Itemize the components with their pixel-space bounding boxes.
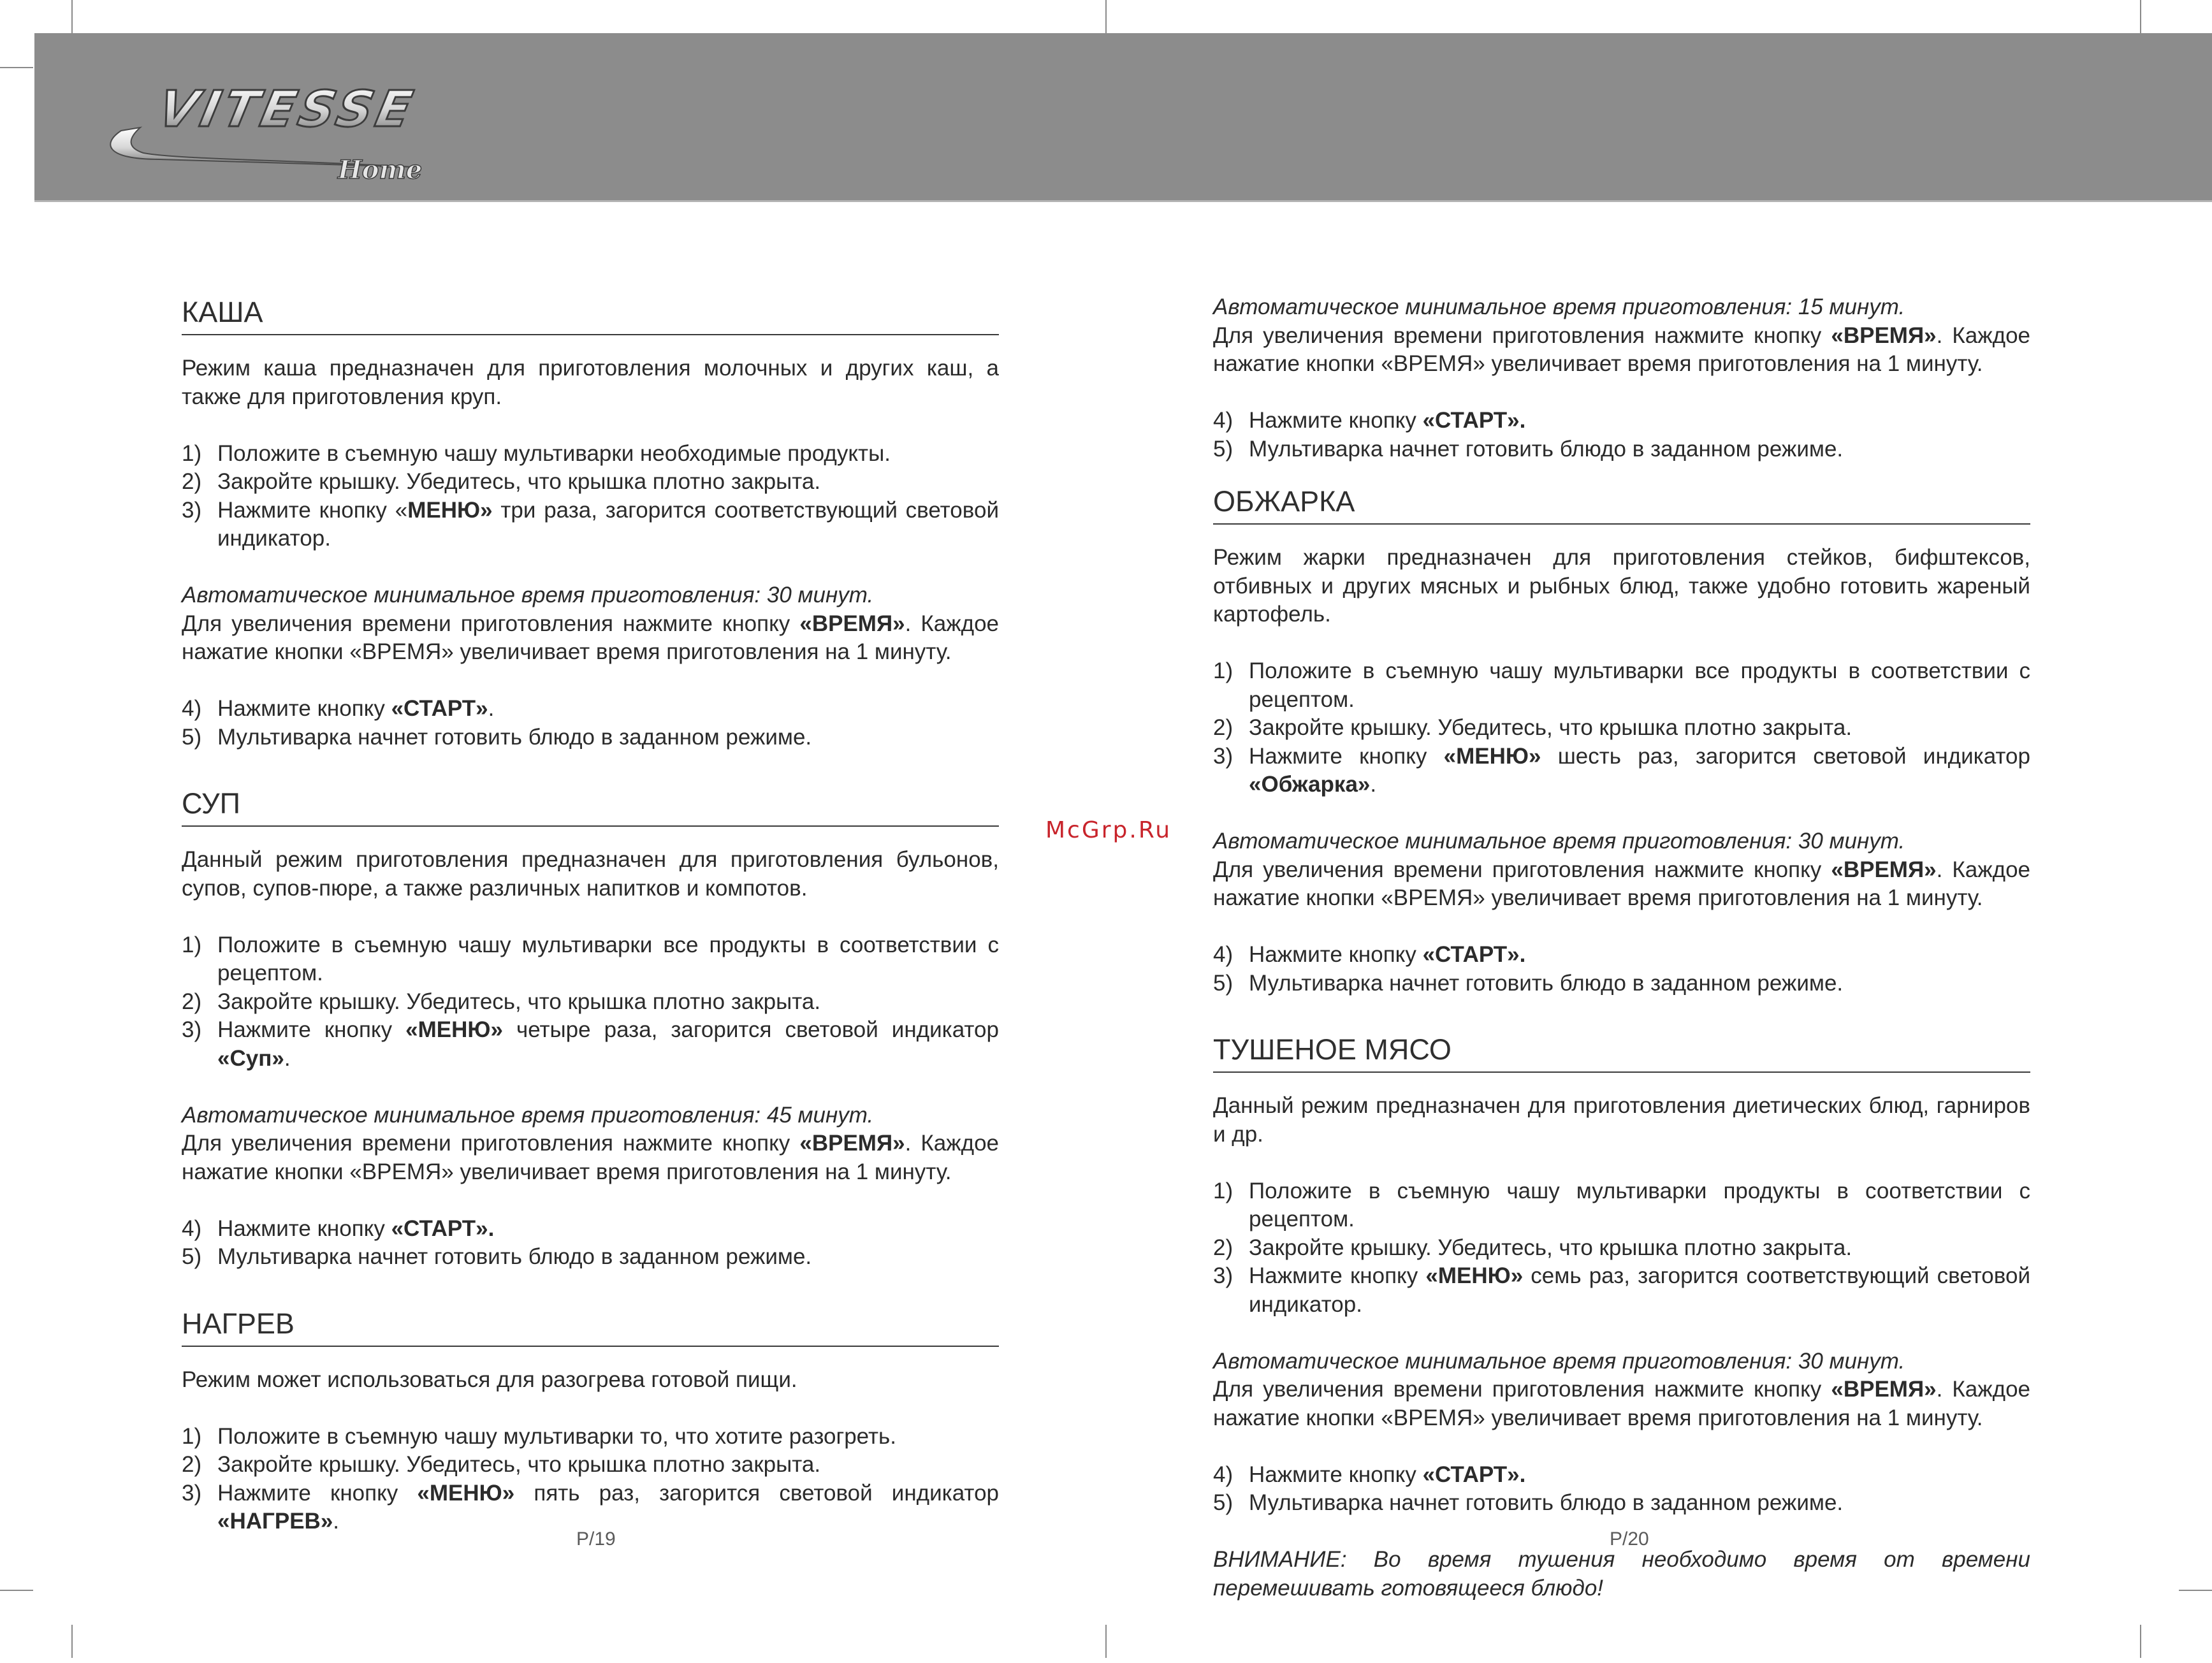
logo-subtext: Home bbox=[338, 155, 423, 185]
section-title: СУП bbox=[182, 785, 999, 827]
steps-list bbox=[182, 440, 999, 553]
list-item: 1) Положите в съемную чашу мультиварки продукты в соответствии с рецептом. bbox=[1213, 1178, 2030, 1231]
steps-list bbox=[1213, 407, 2030, 463]
section-title: КАША bbox=[182, 293, 999, 335]
list-item: 3) Нажмите кнопку «МЕНЮ» четыре раза, загорится световой индикатор «Суп». bbox=[182, 1017, 999, 1071]
list-item: 4) Нажмите кнопку «СТАРТ». bbox=[182, 1216, 495, 1241]
section-title: ТУШЕНОЕ МЯСО bbox=[1213, 1031, 2030, 1073]
steps-list bbox=[1213, 1177, 2030, 1319]
list-item: 3) Нажмите кнопку «МЕНЮ» шесть раз, загорится световой индикатор «Обжарка». bbox=[1213, 743, 2030, 797]
watermark: McGrp.Ru bbox=[1045, 817, 1172, 843]
list-item: 5) Мультиварка начнет готовить блюдо в заданном режиме. bbox=[182, 724, 812, 750]
section-nagrev-continued bbox=[1213, 293, 2030, 463]
list-item: 3) Нажмите кнопку «МЕНЮ» семь раз, загорится соответствующий световой индикатор. bbox=[1213, 1263, 2030, 1317]
section-intro: Данный режим предназначен для приготовления диетических блюд, гарниров и др. bbox=[1213, 1093, 2030, 1147]
crop-mark bbox=[71, 0, 73, 33]
steps-list bbox=[1213, 657, 2030, 799]
time-increase-note: Для увеличения времени приготовления нажмите кнопку «ВРЕМЯ». Каждое нажатие кнопки «ВРЕМЯ» увеличивает время приготовления на 1 минуту. bbox=[1213, 857, 2031, 910]
list-item: 4) Нажмите кнопку «СТАРТ». bbox=[1213, 1462, 1526, 1487]
steps-list bbox=[182, 695, 999, 752]
list-item: 2) Закройте крышку. Убедитесь, что крышка плотно закрыта. bbox=[1213, 1235, 1852, 1260]
list-item: 5) Мультиварка начнет готовить блюдо в заданном режиме. bbox=[1213, 970, 1844, 996]
page-19-column bbox=[182, 293, 999, 1536]
crop-mark bbox=[0, 1590, 33, 1591]
steps-list bbox=[1213, 1461, 2030, 1518]
crop-mark bbox=[2179, 1590, 2212, 1591]
list-item: 4) Нажмите кнопку «СТАРТ». bbox=[1213, 408, 1526, 433]
auto-time-note: Автоматическое минимальное время приготовления: 30 минут. bbox=[1213, 829, 1905, 853]
crop-mark bbox=[2140, 1625, 2141, 1658]
list-item: 2) Закройте крышку. Убедитесь, что крышка плотно закрыта. bbox=[182, 1452, 821, 1477]
crop-mark bbox=[1105, 0, 1107, 33]
auto-time-note: Автоматическое минимальное время приготовления: 45 минут. bbox=[182, 1102, 874, 1128]
page-number: P/19 bbox=[576, 1529, 616, 1550]
list-item: 1) Положите в съемную чашу мультиварки все продукты в соответствии с рецептом. bbox=[182, 932, 999, 985]
crop-mark bbox=[0, 67, 33, 68]
list-item: 5) Мультиварка начнет готовить блюдо в заданном режиме. bbox=[182, 1244, 812, 1269]
vitesse-logo bbox=[83, 64, 440, 191]
page-number: P/20 bbox=[1610, 1529, 1649, 1550]
list-item: 1) Положите в съемную чашу мультиварки то, что хотите разогреть. bbox=[182, 1423, 896, 1449]
list-item: 1) Положите в съемную чашу мультиварки все продукты в соответствии с рецептом. bbox=[1213, 658, 2030, 712]
auto-time-note: Автоматическое минимальное время приготовления: 30 минут. bbox=[1213, 1348, 1905, 1374]
time-increase-note: Для увеличения времени приготовления нажмите кнопку «ВРЕМЯ». Каждое нажатие кнопки «ВРЕМЯ» увеличивает время приготовления на 1 минуту. bbox=[1213, 323, 2031, 376]
list-item: 4) Нажмите кнопку «СТАРТ». bbox=[182, 696, 495, 721]
section-intro: Данный режим приготовления предназначен для приготовления бульонов, супов, супов-пюре, а также различных напитков и компотов. bbox=[182, 847, 999, 901]
steps-list bbox=[182, 1423, 999, 1536]
crop-mark bbox=[2140, 0, 2141, 33]
list-item: 5) Мультиварка начнет готовить блюдо в заданном режиме. bbox=[1213, 1490, 1844, 1515]
auto-time-note: Автоматическое минимальное время приготовления: 30 минут. bbox=[182, 583, 874, 607]
steps-list bbox=[1213, 941, 2030, 998]
section-nagrev bbox=[182, 1305, 999, 1536]
list-item: 2) Закройте крышку. Убедитесь, что крышка плотно закрыта. bbox=[1213, 715, 1852, 740]
warning-note: ВНИМАНИЕ: Во время тушения необходимо время от времени перемешивать готовящееся блюдо! bbox=[1213, 1547, 2030, 1601]
list-item: 4) Нажмите кнопку «СТАРТ». bbox=[1213, 942, 1526, 967]
section-obzharka bbox=[1213, 483, 2030, 998]
auto-time-note: Автоматическое минимальное время приготовления: 15 минут. bbox=[1213, 294, 1905, 319]
time-increase-note: Для увеличения времени приготовления нажмите кнопку «ВРЕМЯ». Каждое нажатие кнопки «ВРЕМЯ» увеличивает время приготовления на 1 минуту. bbox=[1213, 1377, 2031, 1430]
section-kasha bbox=[182, 293, 999, 752]
crop-mark bbox=[1105, 1625, 1107, 1658]
list-item: 2) Закройте крышку. Убедитесь, что крышка плотно закрыта. bbox=[182, 469, 821, 494]
list-item: 3) Нажмите кнопку «МЕНЮ» пять раз, загорится световой индикатор «НАГРЕВ». bbox=[182, 1480, 1000, 1534]
page-20-column bbox=[1213, 293, 2030, 1602]
steps-list bbox=[182, 931, 999, 1073]
list-item: 1) Положите в съемную чашу мультиварки необходимые продукты. bbox=[182, 440, 891, 466]
section-title: ОБЖАРКА bbox=[1213, 483, 2030, 525]
section-intro: Режим каша предназначен для приготовления молочных и других каш, а также для приготовления круп. bbox=[182, 356, 999, 409]
list-item: 3) Нажмите кнопку «МЕНЮ» три раза, загорится соответствующий световой индикатор. bbox=[182, 497, 999, 551]
list-item: 2) Закройте крышку. Убедитесь, что крышка плотно закрыта. bbox=[182, 989, 821, 1014]
logo-text: VITESSE bbox=[153, 80, 421, 138]
section-title: НАГРЕВ bbox=[182, 1305, 999, 1347]
time-increase-note: Для увеличения времени приготовления нажмите кнопку «ВРЕМЯ». Каждое нажатие кнопки «ВРЕМЯ» увеличивает время приготовления на 1 минуту. bbox=[182, 611, 1000, 664]
list-item: 5) Мультиварка начнет готовить блюдо в заданном режиме. bbox=[1213, 436, 1844, 461]
steps-list bbox=[182, 1215, 999, 1272]
section-sup bbox=[182, 785, 999, 1272]
section-intro: Режим может использоваться для разогрева готовой пищи. bbox=[182, 1367, 797, 1392]
section-tushenoe-myaso bbox=[1213, 1031, 2030, 1602]
crop-mark bbox=[71, 1625, 73, 1658]
time-increase-note: Для увеличения времени приготовления нажмите кнопку «ВРЕМЯ». Каждое нажатие кнопки «ВРЕМЯ» увеличивает время приготовления на 1 минуту. bbox=[182, 1131, 1000, 1184]
section-intro: Режим жарки предназначен для приготовления стейков, бифштексов, отбивных и других мясных и рыбных блюд, также удобно готовить жареный картофель. bbox=[1213, 545, 2030, 627]
